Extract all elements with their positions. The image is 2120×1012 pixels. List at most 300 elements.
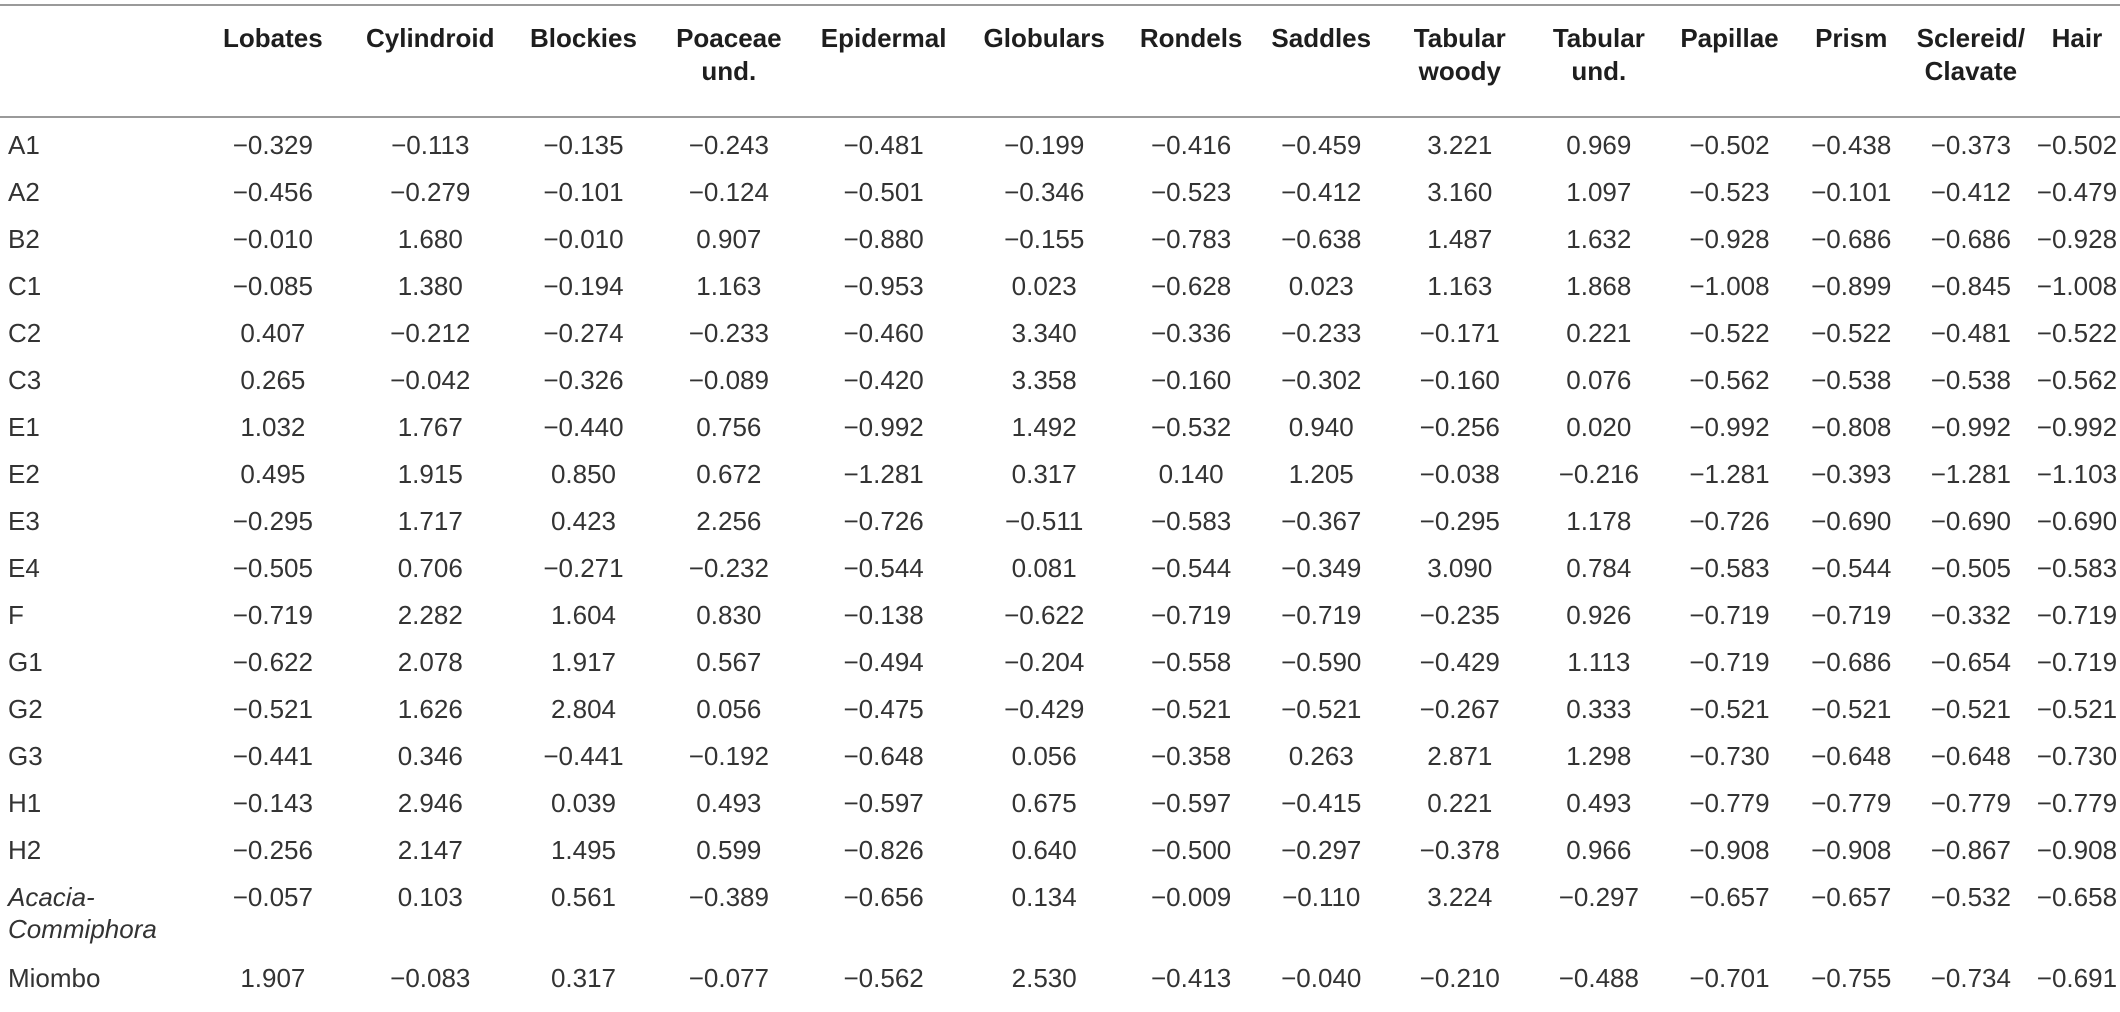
table-cell: −0.192 — [688, 741, 769, 771]
table-row — [0, 165, 2120, 212]
table-cell: −0.373 — [1930, 130, 2011, 160]
table-cell: −0.216 — [1558, 459, 1639, 489]
table-cell: −0.502 — [1689, 130, 1770, 160]
table-cell: 0.081 — [1011, 553, 1077, 583]
table-cell: −0.562 — [843, 963, 924, 993]
table-cell: −0.160 — [1151, 365, 1232, 395]
column-header: Sclereid/ Clavate — [1908, 0, 2034, 117]
table-cell: −0.532 — [1930, 882, 2011, 912]
table-cell: 3.358 — [1011, 365, 1077, 395]
column-header: Tabular woody — [1386, 0, 1533, 117]
table-cell: −0.332 — [1930, 600, 2011, 630]
table-cell: −0.460 — [843, 318, 924, 348]
table-row — [0, 823, 2120, 870]
table-cell: −0.628 — [1151, 271, 1232, 301]
table-cell: −0.734 — [1930, 963, 2011, 993]
table-cell: −0.719 — [1689, 647, 1770, 677]
table-row — [0, 447, 2120, 494]
table-cell: 0.640 — [1011, 835, 1077, 865]
table-cell: −0.953 — [843, 271, 924, 301]
table-cell: −0.992 — [1930, 412, 2011, 442]
table-cell: −0.521 — [1689, 694, 1770, 724]
table-cell: −0.544 — [1151, 553, 1232, 583]
table-cell: −0.256 — [232, 835, 313, 865]
table-cell: 0.263 — [1288, 741, 1354, 771]
table-cell: 0.023 — [1011, 271, 1077, 301]
table-cell: −0.521 — [1930, 694, 2011, 724]
table-cell: 0.495 — [240, 459, 306, 489]
table-row — [0, 353, 2120, 400]
table-cell: 0.056 — [696, 694, 762, 724]
table-cell: −0.521 — [1811, 694, 1892, 724]
column-header: Poaceae und. — [653, 0, 805, 117]
table-cell: −0.532 — [1151, 412, 1232, 442]
table-cell: −0.502 — [2036, 130, 2118, 160]
table-cell: −0.658 — [2036, 882, 2118, 912]
table-cell: 1.113 — [1567, 647, 1631, 677]
table-cell: 3.090 — [1427, 553, 1493, 583]
table-cell: 0.317 — [550, 963, 617, 993]
table-cell: 0.675 — [1011, 788, 1077, 818]
table-cell: 2.804 — [550, 694, 617, 724]
table-cell: −0.867 — [1930, 835, 2011, 865]
table-cell: −0.124 — [688, 177, 769, 207]
table-cell: 0.407 — [240, 318, 306, 348]
table-cell: −0.538 — [1930, 365, 2011, 395]
column-header: Epidermal — [805, 0, 962, 117]
table-cell: −0.523 — [1689, 177, 1770, 207]
table-cell: −0.358 — [1151, 741, 1232, 771]
table-cell: 0.333 — [1566, 694, 1632, 724]
table-cell: −0.583 — [1689, 553, 1770, 583]
table-row — [0, 259, 2120, 306]
table-cell: 0.493 — [1566, 788, 1632, 818]
table-cell: 0.706 — [397, 553, 463, 583]
table-cell: −0.521 — [1151, 694, 1232, 724]
table-cell: 1.492 — [1011, 412, 1077, 442]
table-cell: −0.908 — [2036, 835, 2118, 865]
table-cell: −1.281 — [1930, 459, 2011, 489]
table-cell: −0.042 — [390, 365, 471, 395]
table-cell: −0.083 — [390, 963, 471, 993]
table-cell: −0.194 — [543, 271, 624, 301]
table-cell: 0.140 — [1158, 459, 1224, 489]
table-cell: 0.023 — [1288, 271, 1354, 301]
table-cell: −0.038 — [1419, 459, 1500, 489]
column-header: Papillae — [1664, 0, 1794, 117]
table-cell: −0.501 — [843, 177, 924, 207]
table-cell: −0.657 — [1811, 882, 1892, 912]
table-cell: −0.378 — [1419, 835, 1500, 865]
row-label: E2 — [8, 459, 40, 489]
table-row — [0, 588, 2120, 635]
table-cell: −0.656 — [843, 882, 924, 912]
table-cell: 1.868 — [1566, 271, 1632, 301]
table-row — [0, 494, 2120, 541]
table-cell: −0.346 — [1004, 177, 1085, 207]
table-cell: −0.441 — [543, 741, 624, 771]
table-cell: −0.562 — [2036, 365, 2118, 395]
table-cell: −0.040 — [1281, 963, 1362, 993]
table-cell: 0.672 — [696, 459, 762, 489]
table-cell: −0.077 — [688, 963, 769, 993]
table-cell: −0.779 — [1811, 788, 1892, 818]
table-cell: −0.393 — [1811, 459, 1892, 489]
table-cell: −0.232 — [688, 553, 769, 583]
table-cell: 1.626 — [397, 694, 463, 724]
table-cell: −0.521 — [2036, 694, 2118, 724]
table-cell: −0.719 — [1689, 600, 1770, 630]
table-cell: −0.256 — [1419, 412, 1500, 442]
table-cell: −0.622 — [1004, 600, 1085, 630]
table-cell: −0.459 — [1281, 130, 1362, 160]
table-cell: −0.562 — [1689, 365, 1770, 395]
table-cell: −0.701 — [1689, 963, 1770, 993]
table-cell: −0.143 — [232, 788, 313, 818]
table-cell: 0.493 — [696, 788, 762, 818]
table-cell: −1.281 — [843, 459, 924, 489]
table-cell: −0.336 — [1151, 318, 1232, 348]
table-cell: −1.008 — [2036, 271, 2118, 301]
table-cell: −0.429 — [1004, 694, 1085, 724]
table-cell: −0.992 — [2036, 412, 2118, 442]
table-cell: 1.495 — [550, 835, 617, 865]
table-cell: 1.205 — [1288, 459, 1354, 489]
table-cell: −0.267 — [1419, 694, 1500, 724]
table-cell: 0.346 — [397, 741, 463, 771]
table-cell: −0.412 — [1281, 177, 1362, 207]
table-cell: −0.783 — [1151, 224, 1232, 254]
table-cell: −0.590 — [1281, 647, 1362, 677]
column-header: Rondels — [1126, 0, 1256, 117]
table-header — [0, 0, 2120, 117]
table-cell: −0.719 — [1151, 600, 1232, 630]
table-cell: −0.908 — [1811, 835, 1892, 865]
table-cell: 2.530 — [1011, 963, 1077, 993]
table-cell: −0.210 — [1419, 963, 1500, 993]
table-cell: 0.940 — [1288, 412, 1354, 442]
table-cell: −0.389 — [688, 882, 769, 912]
table-cell: −0.880 — [843, 224, 924, 254]
table-cell: 0.966 — [1566, 835, 1632, 865]
header-stub — [0, 0, 199, 117]
table-cell: 0.850 — [550, 459, 617, 489]
table-cell: −0.597 — [1151, 788, 1232, 818]
table-cell: −0.654 — [1930, 647, 2011, 677]
table-cell: −0.101 — [1811, 177, 1892, 207]
table-cell: −0.597 — [843, 788, 924, 818]
table-cell: −0.726 — [1689, 506, 1770, 536]
table-cell: −0.719 — [1281, 600, 1362, 630]
table-cell: 1.680 — [397, 224, 463, 254]
table-cell: −0.505 — [232, 553, 313, 583]
table-row — [0, 117, 2120, 165]
row-label: B2 — [8, 224, 40, 254]
table-cell: −0.779 — [1689, 788, 1770, 818]
table-cell: −0.521 — [232, 694, 313, 724]
table-cell: −0.160 — [1419, 365, 1500, 395]
row-label: G1 — [8, 647, 43, 677]
table-cell: −0.413 — [1151, 963, 1232, 993]
table-cell: −0.199 — [1004, 130, 1085, 160]
table-row — [0, 306, 2120, 353]
table-cell: −0.233 — [1281, 318, 1362, 348]
table-row — [0, 212, 2120, 259]
table-cell: 0.926 — [1566, 600, 1632, 630]
table-cell: −0.438 — [1811, 130, 1892, 160]
table-cell: −0.271 — [543, 553, 624, 583]
table-cell: −0.558 — [1151, 647, 1232, 677]
table-cell: 0.039 — [550, 788, 617, 818]
column-header: Saddles — [1256, 0, 1386, 117]
table-cell: −0.440 — [543, 412, 624, 442]
table-cell: 1.097 — [1566, 177, 1632, 207]
table-cell: −1.103 — [2036, 459, 2118, 489]
table-cell: 0.056 — [1011, 741, 1077, 771]
table-cell: −0.326 — [543, 365, 624, 395]
table-cell: 0.020 — [1566, 412, 1632, 442]
table-cell: 3.340 — [1011, 318, 1077, 348]
table-cell: −0.686 — [1811, 647, 1892, 677]
row-label: Acacia-Commiphora — [8, 882, 157, 944]
table-cell: −0.648 — [1930, 741, 2011, 771]
table-cell: 2.282 — [397, 600, 463, 630]
table-cell: 1.163 — [696, 271, 762, 301]
row-label: Miombo — [8, 963, 101, 993]
table-cell: −0.544 — [843, 553, 924, 583]
table-cell: −0.686 — [1930, 224, 2011, 254]
table-cell: 0.317 — [1011, 459, 1077, 489]
table-cell: 1.298 — [1566, 741, 1632, 771]
table-cell: 0.221 — [1566, 318, 1632, 348]
table-cell: −0.908 — [1689, 835, 1770, 865]
column-header: Tabular und. — [1533, 0, 1664, 117]
table-cell: −0.719 — [2036, 647, 2118, 677]
table-cell: −0.329 — [232, 130, 313, 160]
table-row — [0, 635, 2120, 682]
table-cell: −0.726 — [843, 506, 924, 536]
table-cell: −0.297 — [1281, 835, 1362, 865]
table-row — [0, 541, 2120, 588]
table-cell: 3.221 — [1427, 130, 1493, 160]
table-cell: −0.538 — [1811, 365, 1892, 395]
table-row — [0, 951, 2120, 998]
table-cell: −0.522 — [1689, 318, 1770, 348]
table-cell: −0.522 — [2036, 318, 2118, 348]
table-cell: −0.779 — [2036, 788, 2118, 818]
table-cell: −0.113 — [391, 130, 470, 160]
table-cell: −0.367 — [1281, 506, 1362, 536]
table-cell: −0.279 — [390, 177, 471, 207]
table-cell: −0.494 — [843, 647, 924, 677]
table-cell: 0.265 — [240, 365, 306, 395]
table-cell: −0.010 — [232, 224, 313, 254]
table-cell: −0.010 — [543, 224, 624, 254]
table-cell: −0.429 — [1419, 647, 1500, 677]
table-cell: −0.101 — [543, 177, 624, 207]
table-cell: −0.657 — [1689, 882, 1770, 912]
table-cell: −0.730 — [1689, 741, 1770, 771]
table-cell: −0.928 — [1689, 224, 1770, 254]
table-cell: 1.907 — [240, 963, 306, 993]
row-label: E1 — [8, 412, 40, 442]
table-cell: −0.295 — [232, 506, 313, 536]
table-cell: 1.380 — [397, 271, 463, 301]
table-cell: −0.420 — [843, 365, 924, 395]
table-cell: 1.632 — [1566, 224, 1632, 254]
table-cell: −0.085 — [232, 271, 313, 301]
row-label: C2 — [8, 318, 42, 348]
table-cell: −0.686 — [1811, 224, 1892, 254]
table-cell: −0.638 — [1281, 224, 1362, 254]
table-cell: 1.717 — [397, 506, 463, 536]
table-cell: 0.076 — [1566, 365, 1632, 395]
table-cell: −0.521 — [1281, 694, 1362, 724]
table-cell: −0.155 — [1004, 224, 1085, 254]
row-label: A1 — [8, 130, 40, 160]
column-header: Hair — [2034, 0, 2120, 117]
table-cell: −0.899 — [1811, 271, 1892, 301]
table-cell: −0.690 — [2036, 506, 2118, 536]
table-cell: 0.969 — [1566, 130, 1632, 160]
row-label: G3 — [8, 741, 43, 771]
table-cell: 0.907 — [696, 224, 762, 254]
row-label: E3 — [8, 506, 40, 536]
table-cell: −0.622 — [232, 647, 313, 677]
table-cell: −0.441 — [232, 741, 313, 771]
column-header: Cylindroid — [346, 0, 514, 117]
table-cell: −0.500 — [1151, 835, 1232, 865]
table-cell: −0.690 — [1930, 506, 2011, 536]
table-cell: 1.917 — [550, 647, 617, 677]
table-cell: 1.915 — [397, 459, 463, 489]
table-cell: −0.349 — [1281, 553, 1362, 583]
table-cell: −0.690 — [1811, 506, 1892, 536]
table-cell: 2.256 — [696, 506, 762, 536]
table-cell: −0.505 — [1930, 553, 2011, 583]
table-cell: −0.845 — [1930, 271, 2011, 301]
row-label: G2 — [8, 694, 43, 724]
table-row — [0, 776, 2120, 823]
table-cell: −0.648 — [1811, 741, 1892, 771]
table-top-rule — [0, 4, 2120, 6]
table-cell: −0.212 — [390, 318, 471, 348]
table-cell: −0.719 — [1811, 600, 1892, 630]
table-cell: −0.475 — [843, 694, 924, 724]
table-cell: −0.583 — [1151, 506, 1232, 536]
row-label: A2 — [8, 177, 40, 207]
table-cell: 2.871 — [1427, 741, 1493, 771]
table-cell: 0.221 — [1427, 788, 1493, 818]
table-cell: 1.487 — [1427, 224, 1493, 254]
table-cell: −0.233 — [688, 318, 769, 348]
table-cell: −0.481 — [843, 130, 924, 160]
table-row — [0, 729, 2120, 776]
table-cell: −0.295 — [1419, 506, 1500, 536]
row-label: C3 — [8, 365, 42, 395]
row-label: H1 — [8, 788, 42, 818]
table-cell: −0.009 — [1151, 882, 1232, 912]
table-cell: −0.416 — [1151, 130, 1232, 160]
table-cell: −0.481 — [1930, 318, 2011, 348]
table-cell: −0.110 — [1282, 882, 1361, 912]
table-cell: 3.224 — [1427, 882, 1493, 912]
table-cell: 1.178 — [1566, 506, 1632, 536]
table-cell: −0.243 — [688, 130, 769, 160]
table-cell: −0.479 — [2036, 177, 2118, 207]
table-row — [0, 870, 2120, 951]
table-cell: −0.719 — [232, 600, 313, 630]
table-cell: −0.171 — [1419, 318, 1500, 348]
column-header: Blockies — [514, 0, 653, 117]
table-cell: −0.511 — [1005, 506, 1084, 536]
table-cell: 2.078 — [397, 647, 463, 677]
table-cell: −0.779 — [1930, 788, 2011, 818]
table-cell: 2.946 — [397, 788, 463, 818]
table-cell: 0.567 — [696, 647, 762, 677]
table-cell: −0.415 — [1281, 788, 1362, 818]
row-label: E4 — [8, 553, 40, 583]
table-cell: −0.204 — [1004, 647, 1085, 677]
table-cell: 0.103 — [397, 882, 463, 912]
column-header: Prism — [1795, 0, 1908, 117]
table-cell: 0.830 — [696, 600, 762, 630]
table-cell: −0.522 — [1811, 318, 1892, 348]
table-cell: −0.544 — [1811, 553, 1892, 583]
table-cell: −0.488 — [1558, 963, 1639, 993]
table-cell: −0.057 — [232, 882, 313, 912]
table-cell: −0.089 — [688, 365, 769, 395]
table-cell: −0.719 — [2036, 600, 2118, 630]
column-header: Globulars — [962, 0, 1126, 117]
column-header: Lobates — [199, 0, 346, 117]
table-cell: 0.784 — [1566, 553, 1632, 583]
row-label: H2 — [8, 835, 42, 865]
table-cell: 0.134 — [1011, 882, 1077, 912]
table-cell: −0.755 — [1811, 963, 1892, 993]
table-row — [0, 682, 2120, 729]
table-cell: −1.281 — [1689, 459, 1770, 489]
table-cell: −0.138 — [843, 600, 924, 630]
header-row — [0, 0, 2120, 117]
table-cell: 3.160 — [1427, 177, 1493, 207]
table-cell: −0.730 — [2036, 741, 2118, 771]
table-cell: 1.163 — [1427, 271, 1493, 301]
table-cell: 0.756 — [696, 412, 762, 442]
table-cell: 1.767 — [397, 412, 463, 442]
table-cell: 2.147 — [397, 835, 463, 865]
table-row — [0, 400, 2120, 447]
table-cell: 1.604 — [550, 600, 617, 630]
table-cell: −0.274 — [543, 318, 624, 348]
row-label: C1 — [8, 271, 42, 301]
table-cell: −0.928 — [2036, 224, 2118, 254]
table-cell: −0.297 — [1558, 882, 1639, 912]
table-cell: −0.826 — [843, 835, 924, 865]
table-cell: 0.423 — [550, 506, 617, 536]
table-cell: −0.583 — [2036, 553, 2118, 583]
table-cell: −0.992 — [1689, 412, 1770, 442]
table-cell: −0.808 — [1811, 412, 1892, 442]
table-cell: −0.523 — [1151, 177, 1232, 207]
table-cell: −0.648 — [843, 741, 924, 771]
table-cell: −0.691 — [2036, 963, 2118, 993]
table-cell: 0.561 — [550, 882, 617, 912]
table-cell: −0.456 — [232, 177, 313, 207]
table-cell: −0.412 — [1930, 177, 2011, 207]
row-label: F — [8, 600, 24, 630]
table-cell: −0.302 — [1281, 365, 1362, 395]
